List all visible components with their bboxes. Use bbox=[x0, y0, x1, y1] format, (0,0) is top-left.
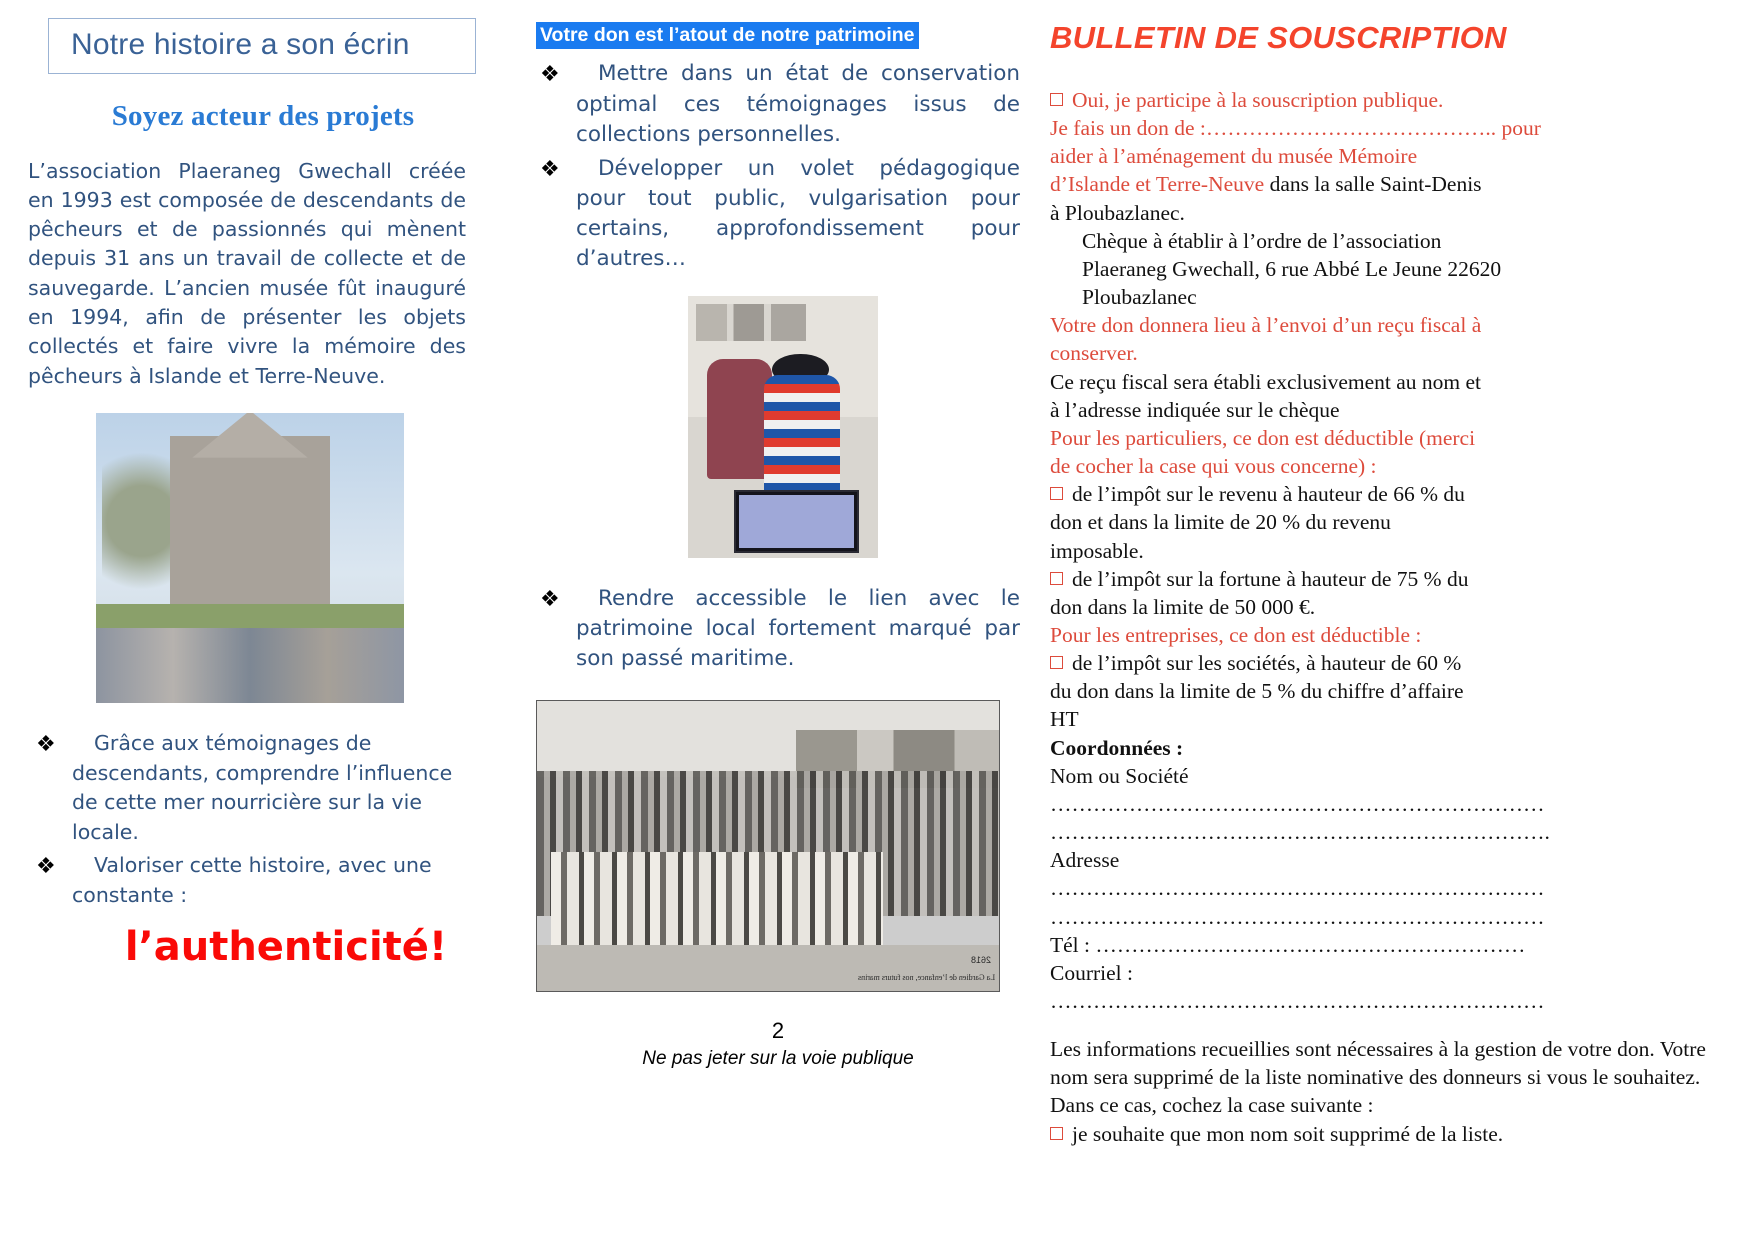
diamond-bullet-icon: ❖ bbox=[36, 732, 56, 757]
donation-amount-line[interactable]: Je fais un don de :………………………………….. pour bbox=[1050, 116, 1541, 141]
donation-banner: Votre don est l’atout de notre patrimoine bbox=[536, 22, 919, 49]
checkbox-icon[interactable] bbox=[1050, 1127, 1063, 1140]
entreprises-line: Pour les entreprises, ce don est déductible : bbox=[1050, 622, 1422, 647]
tel-field[interactable]: Tél : …………………………………………………… bbox=[1050, 932, 1526, 957]
impot-revenu-line-3: imposable. bbox=[1050, 538, 1144, 563]
adresse-field-label: Adresse bbox=[1050, 848, 1120, 873]
middle-column bbox=[520, 0, 1040, 1070]
subscription-consent-row[interactable] bbox=[1050, 86, 1707, 114]
footer-note: Ne pas jeter sur la voie publique bbox=[642, 1048, 914, 1070]
list-item bbox=[28, 851, 478, 910]
nom-field-line-1[interactable]: …………………………………………………………… bbox=[1050, 791, 1545, 816]
nom-field-line-2[interactable]: ……………………………………………………………. bbox=[1050, 820, 1550, 845]
middle-bullet-list-top bbox=[530, 59, 1026, 274]
impot-revenu-row[interactable] bbox=[1050, 480, 1707, 508]
checkbox-icon[interactable] bbox=[1050, 93, 1063, 106]
page-title: Notre histoire a son écrin bbox=[71, 28, 410, 61]
bulletin-title: BULLETIN DE SOUSCRIPTION bbox=[1050, 20, 1507, 55]
courriel-field-line-1[interactable]: …………………………………………………………… bbox=[1050, 989, 1545, 1013]
list-item-label: Grâce aux témoignages de descendants, comprendre l’influence de cette mer nourricière sur la vie locale. bbox=[72, 731, 453, 844]
impot-revenu-label: de l’impôt sur le revenu à hauteur de 66 % du bbox=[1072, 482, 1465, 507]
recu-fiscal-line-4: à l’adresse indiquée sur le chèque bbox=[1050, 397, 1340, 422]
cheque-line-2: Plaeraneg Gwechall, 6 rue Abbé Le Jeune 22620 bbox=[1082, 256, 1502, 281]
diamond-bullet-icon: ❖ bbox=[540, 62, 560, 88]
adresse-field-line-1[interactable]: …………………………………………………………… bbox=[1050, 876, 1545, 901]
title-box bbox=[48, 18, 476, 74]
coordonnees-heading: Coordonnées : bbox=[1050, 735, 1184, 760]
right-column bbox=[1040, 0, 1755, 1148]
impot-societes-line-2: du don dans la limite de 5 % du chiffre d’affaire bbox=[1050, 679, 1464, 704]
postcard-caption: La Gardien de l’enfance, nos futurs marins bbox=[857, 973, 995, 983]
particuliers-line-1: Pour les particuliers, ce don est déductible (merci bbox=[1050, 425, 1476, 450]
subscription-consent-label: Oui, je participe à la souscription publique. bbox=[1072, 88, 1444, 112]
diamond-bullet-icon: ❖ bbox=[540, 156, 560, 182]
page-number: 2 bbox=[771, 1018, 785, 1044]
list-item-label: Mettre dans un état de conservation optimal ces témoignages issus de collections personnelles. bbox=[576, 61, 1020, 147]
recu-fiscal-line-2: conserver. bbox=[1050, 341, 1138, 366]
ploubazlanec-line: à Ploubazlanec. bbox=[1050, 200, 1185, 225]
impot-revenu-line-2: don et dans la limite de 20 % du revenu bbox=[1050, 510, 1391, 535]
cheque-line-1: Chèque à établir à l’ordre de l’association bbox=[1082, 228, 1442, 253]
chapel-crowd-photo bbox=[96, 413, 404, 703]
checkbox-icon[interactable] bbox=[1050, 572, 1063, 585]
left-subtitle: Soyez acteur des projets bbox=[111, 99, 415, 132]
postcard-number: 2618 bbox=[970, 955, 991, 966]
impot-societes-label: de l’impôt sur les sociétés, à hauteur de 60 % bbox=[1072, 651, 1462, 676]
checkbox-icon[interactable] bbox=[1050, 656, 1063, 669]
particuliers-line-2: de cocher la case qui vous concerne) : bbox=[1050, 454, 1377, 479]
islande-salle-line bbox=[1050, 170, 1707, 198]
list-item bbox=[28, 729, 478, 847]
diamond-bullet-icon: ❖ bbox=[36, 854, 56, 880]
list-item-label: Valoriser cette histoire, avec une constante : bbox=[72, 853, 432, 907]
islande-red-part: d’Islande et Terre-Neuve bbox=[1050, 172, 1265, 197]
left-column bbox=[0, 0, 520, 970]
list-item bbox=[530, 154, 1026, 274]
courriel-field-label: Courriel : bbox=[1050, 960, 1133, 985]
left-bullet-list bbox=[28, 729, 498, 910]
rgpd-optout-row[interactable] bbox=[1050, 1120, 1707, 1148]
impot-fortune-line-2: don dans la limite de 50 000 €. bbox=[1050, 594, 1316, 619]
impot-fortune-label: de l’impôt sur la fortune à hauteur de 75 % du bbox=[1072, 566, 1469, 591]
nom-field-label: Nom ou Société bbox=[1050, 763, 1189, 788]
impot-fortune-row[interactable] bbox=[1050, 565, 1707, 593]
diamond-bullet-icon: ❖ bbox=[540, 587, 560, 613]
list-item-label: Rendre accessible le lien avec le patrimoine local fortement marqué par son passé maritime. bbox=[576, 586, 1020, 672]
salle-black-part: dans la salle Saint-Denis bbox=[1264, 172, 1482, 197]
rgpd-optout-label: je souhaite que mon nom soit supprimé de la liste. bbox=[1072, 1121, 1504, 1146]
recu-fiscal-line-1: Votre don donnera lieu à l’envoi d’un reçu fiscal à bbox=[1050, 313, 1482, 338]
list-item-label: Développer un volet pédagogique pour tout public, vulgarisation pour certains, approfondissement pour d’autres… bbox=[576, 155, 1020, 271]
list-item bbox=[530, 584, 1026, 674]
adresse-field-line-2[interactable]: …………………………………………………………… bbox=[1050, 904, 1545, 929]
rgpd-paragraph: Les informations recueillies sont nécessaires à la gestion de votre don. Votre nom sera supprimé de la liste nominative des donneurs si vous le souhaitez. Dans ce cas, cochez la case suivante : bbox=[1050, 1037, 1706, 1118]
association-intro-paragraph: L’association Plaeraneg Gwechall créée en 1993 est composée de descendants de pêcheurs et de passionnés qui mènent depuis 31 ans un travail de collecte et de sauvegarde. L’ancien musée fût inauguré en 1994, afin de présenter les objets collectés et faire vivre la mémoire des pêcheurs à Islande et Terre-Neuve. bbox=[28, 158, 466, 388]
checkbox-icon[interactable] bbox=[1050, 487, 1063, 500]
authenticite-slogan: l’authenticité! bbox=[124, 924, 448, 971]
impot-societes-row[interactable] bbox=[1050, 649, 1707, 677]
list-item bbox=[530, 59, 1026, 149]
impot-societes-line-3: HT bbox=[1050, 707, 1079, 732]
cheque-line-3: Ploubazlanec bbox=[1082, 285, 1197, 310]
middle-bullet-list-bottom bbox=[530, 584, 1026, 674]
museum-stand-photo bbox=[688, 296, 878, 558]
recu-fiscal-line-3: Ce reçu fiscal sera établi exclusivement au nom et bbox=[1050, 369, 1482, 394]
old-postcard-photo bbox=[536, 700, 1000, 992]
museum-purpose-line: aider à l’aménagement du musée Mémoire bbox=[1050, 144, 1418, 169]
